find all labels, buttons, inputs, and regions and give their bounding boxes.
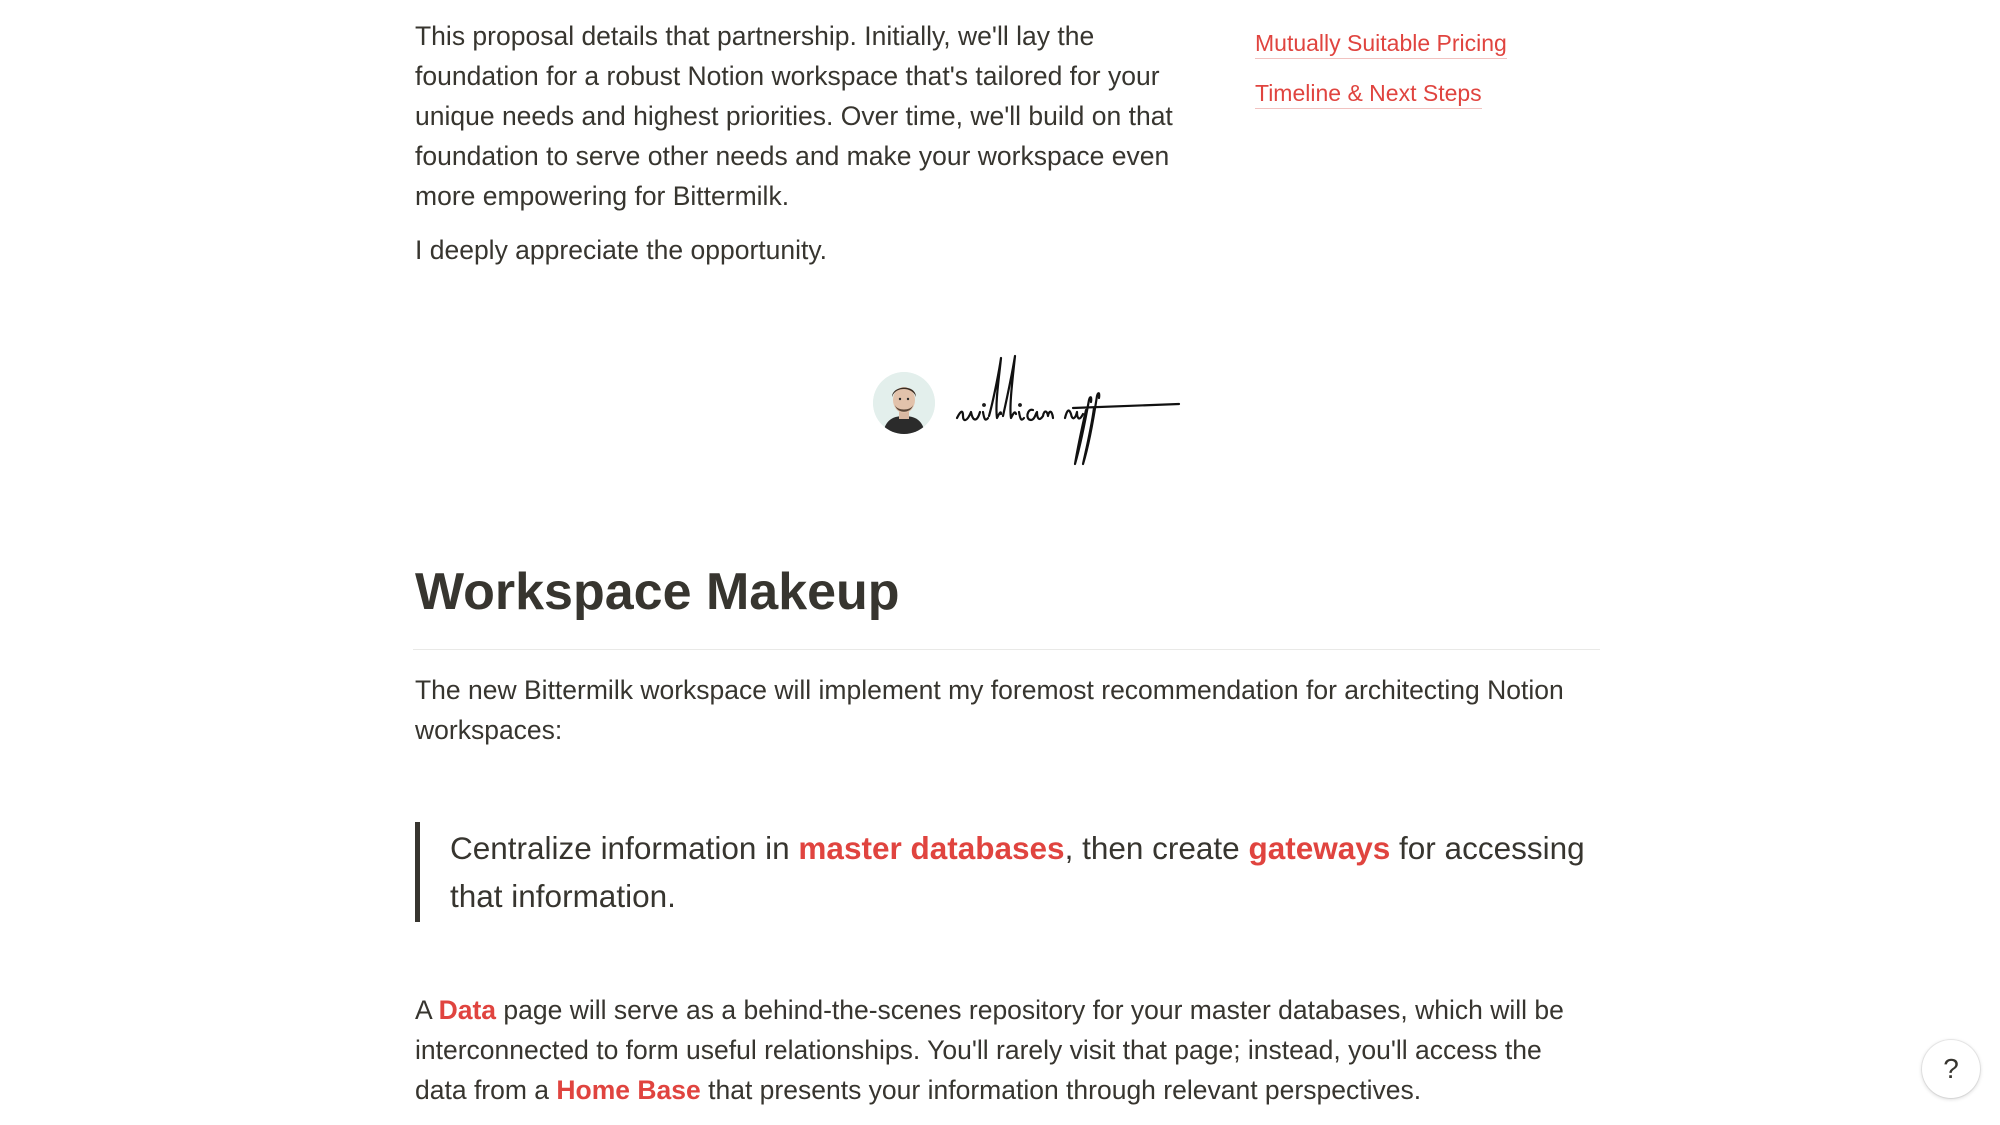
- toc-link-pricing[interactable]: Mutually Suitable Pricing: [1255, 28, 1507, 59]
- toc-item-timeline: [1255, 78, 1655, 128]
- signature-block: [873, 352, 1183, 472]
- quote-text: [450, 822, 1600, 922]
- gateways-link[interactable]: gateways: [1248, 830, 1391, 866]
- data-paragraph-part2: page will serve as a behind-the-scenes repository for your master databases, which will be interconnected to form useful relationships. You'll rarely visit that page; instead, you'll access the data from a: [415, 995, 1564, 1105]
- section-paragraph: The new Bittermilk workspace will implement my foremost recommendation for architecting Notion workspaces:: [415, 675, 1564, 745]
- appreciation-paragraph: I deeply appreciate the opportunity.: [415, 235, 828, 265]
- quote-text-part3: for accessing that information.: [450, 830, 1585, 914]
- data-paragraph: [415, 990, 1600, 1110]
- intro-text: [415, 0, 1175, 270]
- toc-link-timeline[interactable]: Timeline & Next Steps: [1255, 78, 1482, 109]
- intro-paragraph: This proposal details that partnership. Initially, we'll lay the foundation for a robust Notion workspace that's tailored for your unique needs and highest priorities. Over time, we'll build on that foundation to serve other needs and make your workspace even more empowering for Bittermilk.: [415, 21, 1173, 211]
- quote-text-part1: Centralize information in: [450, 830, 799, 866]
- help-button[interactable]: [1922, 1040, 1980, 1098]
- data-paragraph-part1: A: [415, 995, 439, 1025]
- home-base-link[interactable]: Home Base: [556, 1075, 701, 1105]
- data-page-link[interactable]: Data: [438, 995, 497, 1025]
- toc-item-pricing: [1255, 28, 1655, 78]
- help-question-icon: ?: [1943, 1053, 1959, 1084]
- data-paragraph-part3: that presents your information through relevant perspectives.: [700, 1075, 1422, 1105]
- avatar-portrait-icon: [873, 372, 935, 434]
- section-heading: Workspace Makeup: [415, 563, 900, 621]
- heading-divider: [413, 649, 1600, 650]
- quote-text-part2: , then create: [1064, 830, 1249, 866]
- master-databases-link[interactable]: master databases: [798, 830, 1065, 866]
- table-of-contents: [1255, 28, 1655, 128]
- signature-image: [953, 352, 1183, 472]
- avatar: [873, 372, 935, 434]
- blockquote: [415, 822, 1600, 922]
